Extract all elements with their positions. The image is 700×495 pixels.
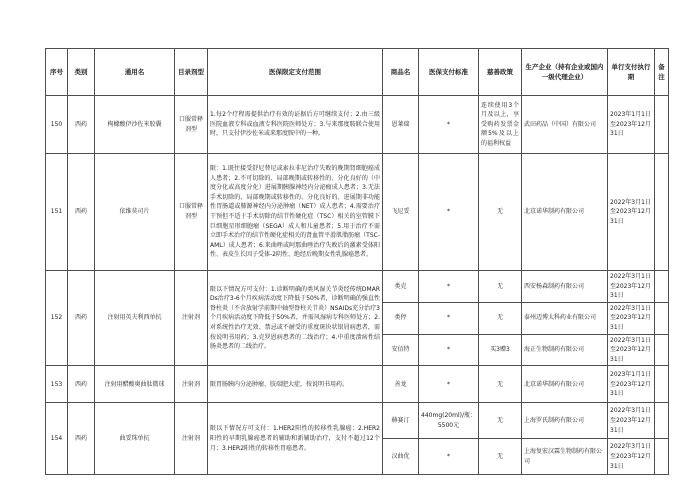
cell-payment-standard: * <box>419 271 479 303</box>
cell-brand-name: 类停 <box>383 302 419 334</box>
header-execution-period: 单行支付执行期 <box>608 49 655 96</box>
cell-execution-period: 2023年1月1日至2023年12月31日 <box>608 366 655 403</box>
cell-manufacturer: 上海复宏汉霖生物制药有限公司 <box>522 439 608 475</box>
drug-reimbursement-table <box>45 48 669 475</box>
cell-brand-name: 飞尼妥 <box>383 154 419 271</box>
cell-payment-scope: 限胃肠胰内分泌肿瘤、肢端肥大症，按说明书用药。 <box>208 366 383 403</box>
cell-generic-name: 注射用醋酸奥曲肽微球 <box>95 366 175 403</box>
cell-execution-period: 2022年3月1日至2023年12月31日 <box>608 403 655 439</box>
cell-execution-period: 2022年3月1日至2023年12月31日 <box>608 302 655 334</box>
table-row <box>46 366 669 403</box>
cell-brand-name: 赫赛汀 <box>383 403 419 439</box>
cell-manufacturer: 北京诺华制药有限公司 <box>522 154 608 271</box>
cell-execution-period: 2022年3月1日至2023年12月31日 <box>608 439 655 475</box>
header-charity-policy: 慈善政策 <box>479 49 522 96</box>
cell-category: 西药 <box>68 96 95 154</box>
cell-remarks <box>655 439 669 475</box>
cell-manufacturer: 武田药品（中国）有限公司 <box>522 96 608 154</box>
table-row <box>46 96 669 154</box>
cell-payment-scope: 限以下情况方可支付：1.诊断明确的类风湿关节炎经传统DMARDs治疗3-6个月疾病活动度下降低于50%者，诊断明确的强直性脊柱炎（不含放射学前期中轴型脊柱关节炎）NSAIDs充分治疗3个月疾病活动度下降低于50%者，并需风湿病专科医师处方；2.对系统性治疗无效、禁忌或不耐受的重度斑块状银屑病患者，需按说明书用药；3.克罗恩病患者的二线治疗；4.中重度溃疡性结肠炎患者的二线治疗。 <box>208 271 383 366</box>
table-row <box>46 403 669 439</box>
header-payment-scope: 医保限定支付范围 <box>208 49 383 96</box>
cell-execution-period: 2022年3月1日至2023年12月31日 <box>608 154 655 271</box>
cell-remarks <box>655 271 669 303</box>
cell-brand-name: 汉曲优 <box>383 439 419 475</box>
table-row <box>46 154 669 271</box>
cell-charity-policy: 买3赠3 <box>479 334 522 366</box>
cell-execution-period: 2023年1月1日至2023年12月31日 <box>608 96 655 154</box>
cell-payment-standard: * <box>419 96 479 154</box>
cell-manufacturer: 西安杨森制药有限公司 <box>522 271 608 303</box>
cell-charity-policy: 无 <box>479 302 522 334</box>
cell-payment-scope: 1.每2个疗程需提供治疗有效的证据后方可继续支付；2.由三级医院血液专科或血液专科医院医师处方；3.与来那度胺联合使用时，只支付伊沙佐米或来那度胺中的一种。 <box>208 96 383 154</box>
cell-serial: 151 <box>46 154 68 271</box>
cell-execution-period: 2022年3月1日至2023年12月31日 <box>608 271 655 303</box>
cell-manufacturer: 泰州迈博太科药业有限公司 <box>522 302 608 334</box>
header-category: 类别 <box>68 49 95 96</box>
cell-serial: 150 <box>46 96 68 154</box>
cell-manufacturer: 上海罗氏制药有限公司 <box>522 403 608 439</box>
cell-remarks <box>655 334 669 366</box>
header-serial: 序号 <box>46 49 68 96</box>
cell-manufacturer: 北京诺华制药有限公司 <box>522 366 608 403</box>
cell-dosage-form: 注射剂 <box>175 366 208 403</box>
cell-charity-policy: 连续使用3个月及以上，享受购药发票金额5%及以上的福利权益 <box>479 96 522 154</box>
header-row <box>46 49 669 96</box>
cell-charity-policy: 无 <box>479 366 522 403</box>
cell-payment-scope: 限以下情况方可支付：1.HER2阳性的转移性乳腺癌；2.HER2阳性的早期乳腺癌患者的辅助和新辅助治疗，支付不超过12个月；3.HER2阳性的转移性胃癌患者。 <box>208 403 383 475</box>
cell-dosage-form: 注射剂 <box>175 403 208 475</box>
cell-dosage-form: 注射剂 <box>175 271 208 366</box>
cell-remarks <box>655 366 669 403</box>
table-row <box>46 271 669 303</box>
cell-execution-period: 2022年3月1日至2023年12月31日 <box>608 334 655 366</box>
header-manufacturer: 生产企业（持有企业或国内一级代理企业） <box>522 49 608 96</box>
cell-remarks <box>655 154 669 271</box>
cell-serial: 153 <box>46 366 68 403</box>
cell-category: 西药 <box>68 154 95 271</box>
cell-payment-standard: * <box>419 334 479 366</box>
header-generic-name: 通用名 <box>95 49 175 96</box>
header-brand-name: 商品名 <box>383 49 419 96</box>
cell-remarks <box>655 403 669 439</box>
cell-serial: 154 <box>46 403 68 475</box>
cell-category: 西药 <box>68 403 95 475</box>
cell-payment-standard: * <box>419 439 479 475</box>
cell-brand-name: 善龙 <box>383 366 419 403</box>
cell-category: 西药 <box>68 271 95 366</box>
cell-brand-name: 安佰特 <box>383 334 419 366</box>
cell-payment-standard: * <box>419 154 479 271</box>
cell-dosage-form: 口服常释剂型 <box>175 96 208 154</box>
header-dosage-form: 目录剂型 <box>175 49 208 96</box>
cell-payment-standard: * <box>419 302 479 334</box>
cell-payment-standard: 440mg(20ml)/瓶：5500元 <box>419 403 479 439</box>
cell-generic-name: 依维莫司片 <box>95 154 175 271</box>
cell-charity-policy: 无 <box>479 154 522 271</box>
header-remarks: 备注 <box>655 49 669 96</box>
cell-dosage-form: 口服常释剂型 <box>175 154 208 271</box>
cell-generic-name: 注射用英夫利西单抗 <box>95 271 175 366</box>
cell-brand-name: 恩莱瑞 <box>383 96 419 154</box>
cell-serial: 152 <box>46 271 68 366</box>
cell-generic-name: 枸橼酸伊沙佐米胶囊 <box>95 96 175 154</box>
cell-brand-name: 类克 <box>383 271 419 303</box>
cell-charity-policy: 无 <box>479 439 522 475</box>
cell-generic-name: 曲妥珠单抗 <box>95 403 175 475</box>
cell-category: 西药 <box>68 366 95 403</box>
cell-charity-policy: 无 <box>479 271 522 303</box>
cell-payment-standard: * <box>419 366 479 403</box>
header-payment-standard: 医保支付标准 <box>419 49 479 96</box>
cell-payment-scope: 限：1.既往接受舒尼替尼或索拉非尼治疗失败的晚期肾细胞癌成人患者；2.不可切除的、局部晚期或转移性的、分化良好的（中度分化或高度分化）进展期胰腺神经内分泌瘤成人患者；3.无法手术切除的、局部晚期或转移性的、分化良好的、进展期非功能性胃肠道或肺源神经内分泌肿瘤（NET）成人患者；4.需要治疗干预但不适于手术切除的结节性硬化症（TSC）相关的室管膜下巨细胞星形细胞瘤（SEGA）成人和儿童患者；5.用于治疗不需立即手术治疗的结节性硬化症相关的肾血管平滑肌脂肪瘤（TSC-AML）成人患者；6.来曲唑或阿那曲唑治疗失败后的激素受体阳性、表皮生长因子受体-2阴性、绝经后晚期女性乳腺癌患者。 <box>208 154 383 271</box>
cell-manufacturer: 海正生物制药有限公司 <box>522 334 608 366</box>
cell-remarks <box>655 96 669 154</box>
cell-remarks <box>655 302 669 334</box>
cell-charity-policy: 无 <box>479 403 522 439</box>
